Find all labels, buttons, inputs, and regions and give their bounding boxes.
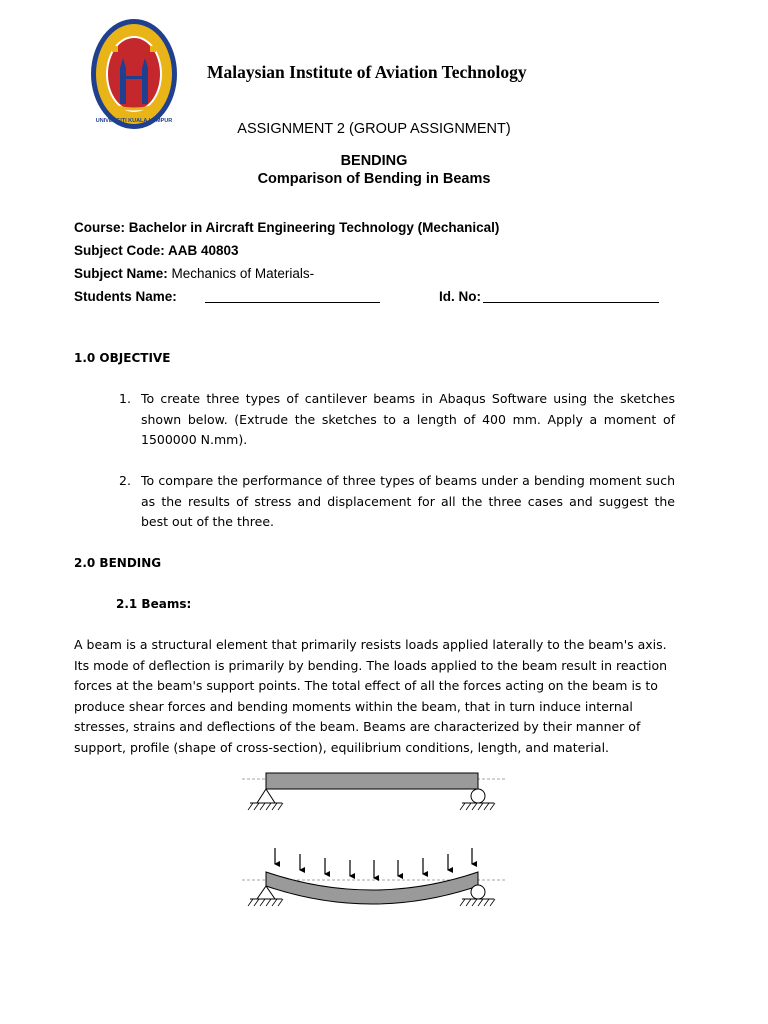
objective-2-text: To compare the performance of three types of beams under a bending moment such as the results of stress and displacement for all the three cases and suggest the best out of the three. (141, 473, 675, 529)
subject-code-label: Subject Code: (74, 243, 165, 258)
objective-1-number: 1. (119, 391, 131, 406)
beams-subheading: 2.1 Beams: (116, 597, 192, 611)
paragraph-line: stresses, strains and deflections of the beam. Beams are characterized by their manner of (74, 719, 641, 735)
subject-name-value: Mechanics of Materials- (171, 266, 315, 281)
paragraph-line: forces at the beam's support points. The total effect of all the forces acting on the beam is to (74, 678, 658, 694)
course-label: Course: (74, 220, 126, 235)
students-name-label: Students Name: (74, 289, 177, 304)
students-name-field[interactable] (205, 288, 380, 303)
straight-beam-diagram (240, 770, 510, 820)
university-logo (90, 18, 178, 130)
subject-code-value: AAB 40803 (168, 243, 239, 258)
subject-name-line (74, 266, 314, 281)
objective-2-number: 2. (119, 473, 131, 488)
id-number-label: Id. No: (439, 289, 481, 304)
objective-1-text: To create three types of cantilever beams in Abaqus Software using the sketches shown below. (Extrude the sketches to a length of 400 mm. Apply a moment of 1500000 N.mm). (141, 391, 675, 447)
bending-heading: 2.0 BENDING (74, 556, 162, 570)
logo-text: UNIVERSITI KUALA LUMPUR (95, 118, 173, 124)
paragraph-line: produce shear forces and bending moments within the beam, that in turn induce internal (74, 698, 633, 714)
subject-code-line (74, 243, 239, 258)
document-subtitle: Comparison of Bending in Beams (257, 171, 491, 187)
course-line (74, 220, 499, 235)
objective-heading: 1.0 OBJECTIVE (74, 351, 171, 365)
deflected-beam-diagram (240, 842, 510, 914)
beams-paragraph (74, 635, 674, 759)
course-value: Bachelor in Aircraft Engineering Technology (Mechanical) (128, 220, 500, 235)
id-number-field[interactable] (483, 288, 659, 303)
assignment-title: ASSIGNMENT 2 (GROUP ASSIGNMENT) (237, 121, 511, 137)
institute-name: Malaysian Institute of Aviation Technology (207, 62, 527, 82)
paragraph-line: support, profile (shape of cross-section), equilibrium conditions, length, and material. (74, 739, 610, 755)
paragraph-line: Its mode of deflection is primarily by bending. The loads applied to the beam result in reaction (74, 657, 668, 673)
paragraph-line: A beam is a structural element that primarily resists loads applied laterally to the beam's axis. (74, 637, 667, 652)
document-title: BENDING (340, 153, 408, 169)
subject-name-label: Subject Name: (74, 266, 168, 281)
